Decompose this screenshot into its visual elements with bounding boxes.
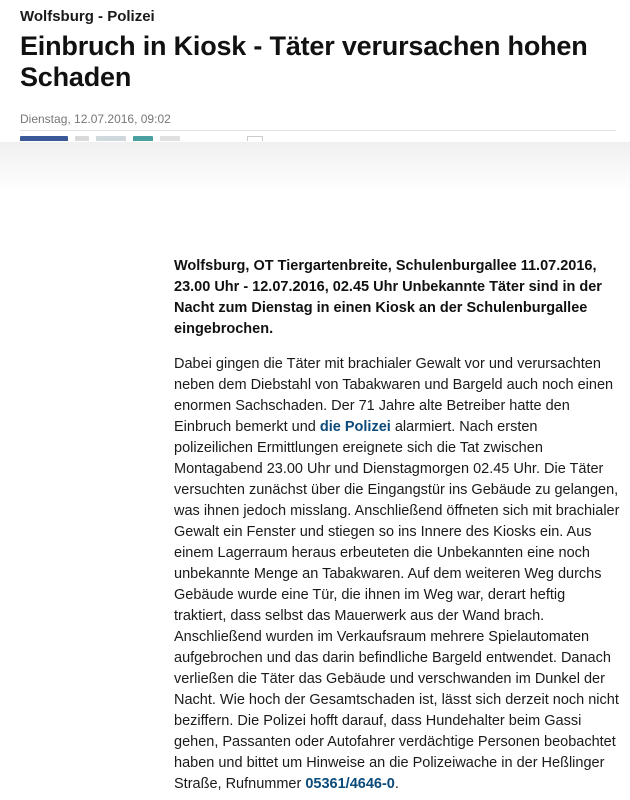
header-divider xyxy=(20,130,616,131)
share-button-5[interactable] xyxy=(160,136,180,141)
phone-link[interactable]: 05361/4646-0 xyxy=(305,776,395,792)
article-text-part1: Dabei gingen die Täter mit brachialer Gewalt vor und verursachten neben dem Diebstahl von Tabakwaren und Bargeld auch noch einen enormen Sachschaden. Der 71 Jahre alte Betreiber hatte den Einbruch bemerkt und xyxy=(174,356,614,435)
share-button-3[interactable] xyxy=(96,136,126,141)
share-bar xyxy=(20,136,263,141)
article-text-part2: alarmiert. Nach ersten polizeilichen Ermittlungen ereignete sich die Tat zwischen Montagabend 23.00 Uhr und Dienstagmorgen 02.45 Uhr. Die Täter versuchten zunächst über die Eingangstür ins Gebäude zu gelangen, was ihnen jedoch misslang. Anschließend öffneten sich mit brachialer Gewalt ein Fenster und stiegen so ins Innere des Kiosks ein. Aus einem Lagerraum heraus erbeuteten die Unbekannten eine noch unbekannte Menge an Tabakwaren. Auf dem weiteren Weg durchs Gebäude wurde eine Tür, die ihnen im Weg war, derart heftig traktiert, dass selbst das Mauerwerk aus der Wand brach. Anschließend wurden im Verkaufsraum mehrere Spielautomaten aufgebrochen und das darin befindliche Bargeld entwendet. Danach verließen die Täter das Gebäude und verschwanden im Dunkel der Nacht. Wie hoch der Gesamtschaden ist, lässt sich derzeit noch nicht beziffern. Die Polizei hofft darauf, dass Hundehalter beim Gassi gehen, Passanten oder Autofahrer verdächtige Personen beobachtet haben und bittet um Hinweise an die Polizeiwache in der Heßlinger Straße, Rufnummer xyxy=(174,419,620,792)
police-link[interactable]: die Polizei xyxy=(319,419,391,435)
kicker: Wolfsburg - Polizei xyxy=(20,8,155,25)
article-header xyxy=(20,0,620,126)
share-button-4[interactable] xyxy=(133,136,153,141)
share-button-2[interactable] xyxy=(75,136,89,141)
article-text xyxy=(174,354,620,795)
headline: Einbruch in Kiosk - Täter verursachen hohen Schaden xyxy=(20,31,588,92)
article-body xyxy=(174,256,620,795)
article-lead: Wolfsburg, OT Tiergartenbreite, Schulenburgallee 11.07.2016, 23.00 Uhr - 12.07.2016, 02.45 Uhr Unbekannte Täter sind in der Nacht zum Dienstag in einen Kiosk an der Schulenburgallee eingebrochen. xyxy=(174,258,602,337)
dateline: Dienstag, 12.07.2016, 09:02 xyxy=(20,112,171,126)
section-separator xyxy=(0,142,630,192)
comment-icon[interactable] xyxy=(247,136,263,141)
facebook-share-button[interactable] xyxy=(20,136,68,141)
article-text-end: . xyxy=(394,776,399,792)
